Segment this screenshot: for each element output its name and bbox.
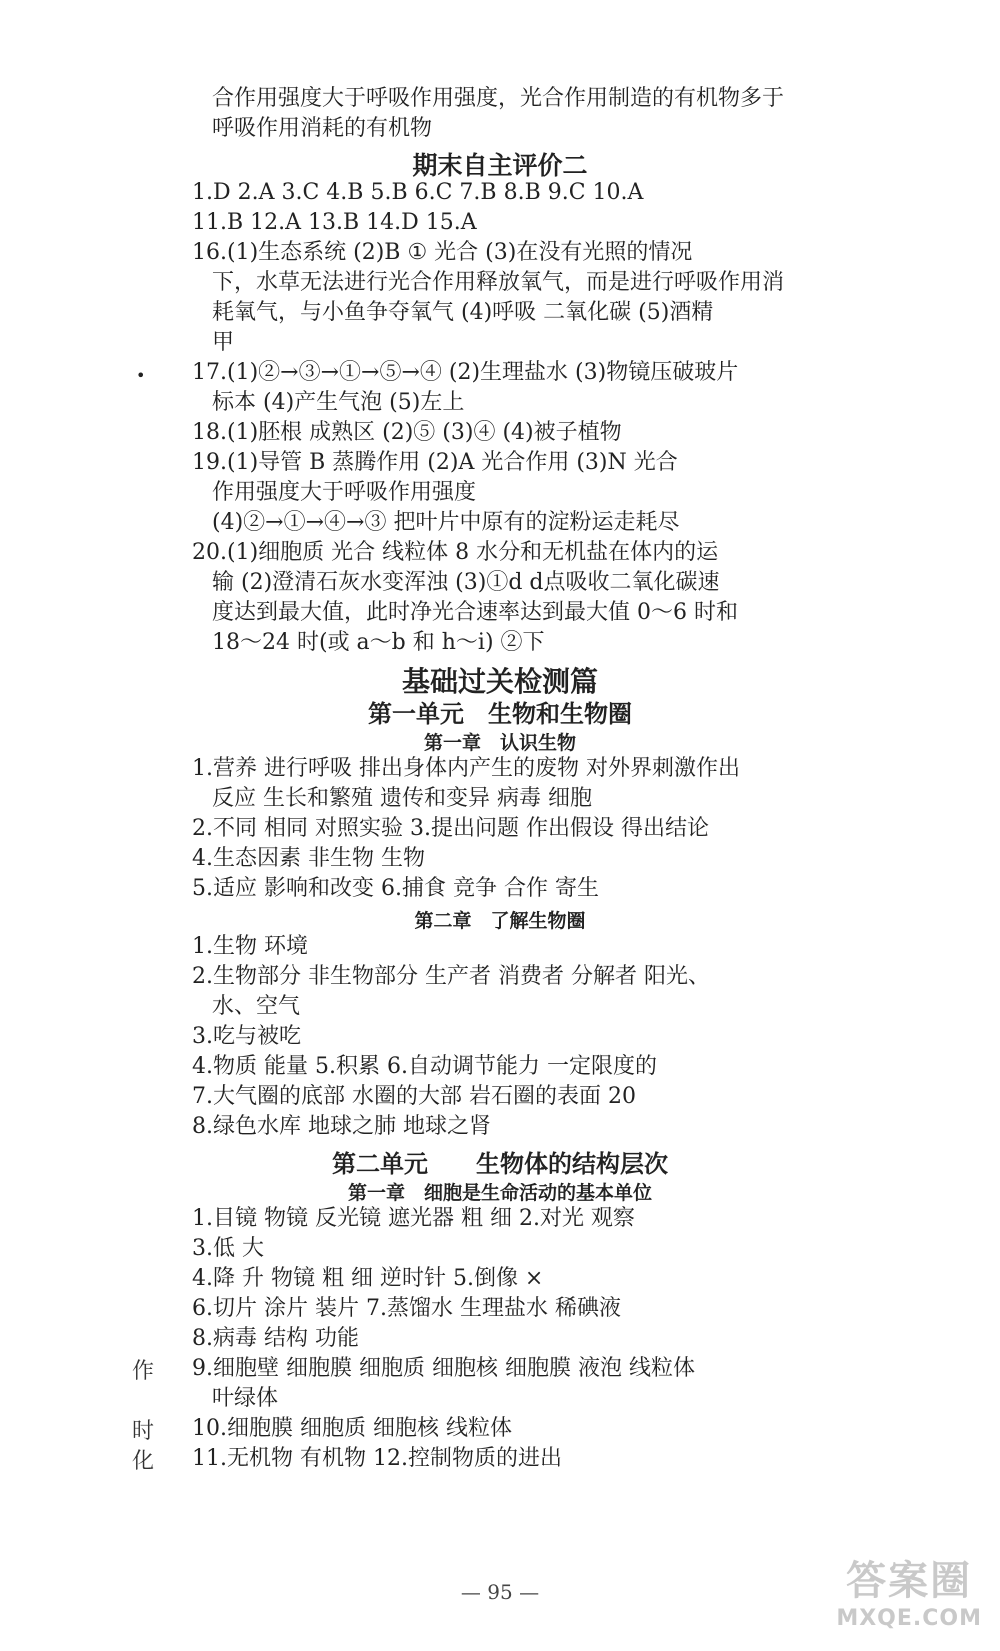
answer-line: 20.(1)细胞质 光合 线粒体 8 水分和无机盐在体内的运 [192, 540, 719, 565]
answer-line: 4.物质 能量 5.积累 6.自动调节能力 一定限度的 [192, 1054, 657, 1079]
answer-line: 2.不同 相同 对照实验 3.提出问题 作出假设 得出结论 [192, 816, 709, 841]
answer-line: 1.生物 环境 [192, 934, 308, 959]
margin-fragment: 化 [132, 1449, 155, 1474]
watermark-logo [836, 1549, 982, 1631]
answer-line: 叶绿体 [212, 1386, 279, 1411]
unit-title: 第二单元 生物体的结构层次 [332, 1150, 668, 1178]
answer-line: 下，水草无法进行光合作用释放氧气，而是进行呼吸作用消 [212, 270, 785, 295]
chapter-title: 第一章 认识生物 [423, 732, 576, 754]
answer-line: 19.(1)导管 B 蒸腾作用 (2)A 光合作用 (3)N 光合 [192, 450, 678, 475]
answer-line: 1.目镜 物镜 反光镜 遮光器 粗 细 2.对光 观察 [192, 1206, 635, 1231]
page-number: — 95 — [460, 1580, 540, 1604]
answer-line: 9.细胞壁 细胞膜 细胞质 细胞核 细胞膜 液泡 线粒体 [192, 1356, 695, 1381]
part-title: 基础过关检测篇 [401, 665, 598, 698]
text-line: 合作用强度大于呼吸作用强度，光合作用制造的有机物多于 [212, 86, 785, 111]
answer-line: 水、空气 [212, 994, 301, 1019]
answer-line: 4.生态因素 非生物 生物 [192, 846, 425, 871]
section-title: 期末自主评价二 [412, 151, 588, 180]
answer-line: 6.切片 涂片 装片 7.蒸馏水 生理盐水 稀碘液 [192, 1296, 621, 1321]
answer-line: 甲 [212, 330, 235, 355]
scan-mark: • [136, 366, 146, 385]
answer-line: 16.(1)生态系统 (2)B ① 光合 (3)在没有光照的情况 [192, 240, 693, 265]
answer-line: 度达到最大值，此时净光合速率达到最大值 0～6 时和 [212, 600, 738, 625]
answer-line: 输 (2)澄清石灰水变浑浊 (3)①d d点吸收二氧化碳速 [212, 570, 720, 595]
answer-line: 8.病毒 结构 功能 [192, 1326, 359, 1351]
answer-line: 18.(1)胚根 成熟区 (2)⑤ (3)④ (4)被子植物 [192, 420, 622, 445]
answer-line: 5.适应 影响和改变 6.捕食 竞争 合作 寄生 [192, 876, 599, 901]
watermark-url: MXQE.COM [836, 1606, 982, 1631]
answer-line: 耗氧气，与小鱼争夺氧气 (4)呼吸 二氧化碳 (5)酒精 [212, 300, 714, 325]
answer-line: 8.绿色水库 地球之肺 地球之肾 [192, 1114, 491, 1139]
answer-line: 反应 生长和繁殖 遗传和变异 病毒 细胞 [212, 786, 592, 811]
answer-line: 2.生物部分 非生物部分 生产者 消费者 分解者 阳光、 [192, 964, 710, 989]
answer-row: 11.B 12.A 13.B 14.D 15.A [192, 210, 477, 235]
margin-fragment: 作 [132, 1359, 155, 1384]
margin-fragment: 时 [132, 1419, 155, 1444]
chapter-title: 第一章 细胞是生命活动的基本单位 [347, 1182, 652, 1204]
answer-line: 3.低 大 [192, 1236, 264, 1261]
answer-line: 7.大气圈的底部 水圈的大部 岩石圈的表面 20 [192, 1084, 636, 1109]
answer-line: 1.营养 进行呼吸 排出身体内产生的废物 对外界刺激作出 [192, 756, 740, 781]
answer-line: 3.吃与被吃 [192, 1024, 301, 1049]
text-line: 呼吸作用消耗的有机物 [212, 116, 433, 141]
answer-line: 18～24 时(或 a～b 和 h～i) ②下 [212, 630, 545, 655]
answer-line: 11.无机物 有机物 12.控制物质的进出 [192, 1446, 562, 1471]
answer-line: 标本 (4)产生气泡 (5)左上 [212, 390, 465, 415]
answer-line: (4)②→①→④→③ 把叶片中原有的淀粉运走耗尽 [212, 510, 680, 535]
chapter-title: 第二章 了解生物圈 [414, 910, 586, 932]
answer-line: 10.细胞膜 细胞质 细胞核 线粒体 [192, 1416, 512, 1441]
answer-line: 4.降 升 物镜 粗 细 逆时针 5.倒像 × [192, 1266, 544, 1291]
answer-line: 17.(1)②→③→①→⑤→④ (2)生理盐水 (3)物镜压破玻片 [192, 360, 739, 385]
unit-title: 第一单元 生物和生物圈 [368, 700, 632, 728]
answer-line: 作用强度大于呼吸作用强度 [212, 480, 477, 505]
watermark-text: 答案圈 [846, 1558, 973, 1604]
answer-row: 1.D 2.A 3.C 4.B 5.B 6.C 7.B 8.B 9.C 10.A [192, 180, 644, 205]
